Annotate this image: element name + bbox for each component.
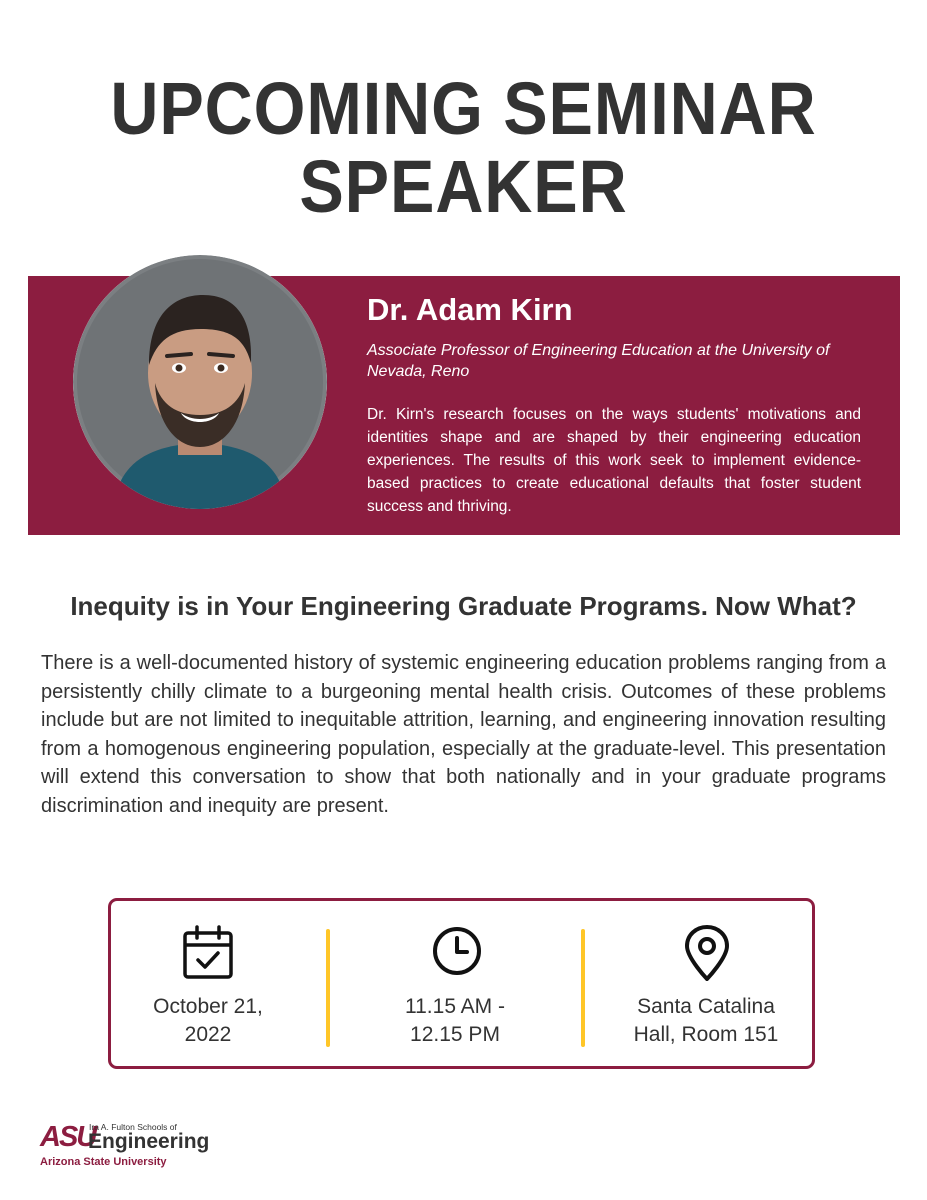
event-location-line-1: Santa Catalina [637,995,775,1018]
speaker-photo [73,255,327,509]
logo-university: Arizona State University [40,1156,167,1168]
event-date-line-2: 2022 [184,1023,232,1046]
event-location-line-2: Hall, Room 151 [633,1023,779,1046]
event-time [345,993,565,1049]
asu-engineering-logo [40,1122,230,1170]
event-date-line-1: October 21, [153,995,263,1018]
headline-line-1: UPCOMING SEMINAR [110,67,817,150]
divider-1 [326,929,330,1047]
page-headline [46,67,880,228]
logo-school-name: Ira A. Fulton Schools of [89,1122,177,1132]
event-date [98,993,318,1049]
event-location [596,993,816,1049]
headline-line-2: SPEAKER [299,145,628,228]
divider-2 [581,929,585,1047]
speaker-bio: Dr. Kirn's research focuses on the ways students' motivations and identities shape and are shaped by their engineering education experiences. The results of this work seek to implement evidence-based practices to create educational defaults that foster student success and thriving. [367,406,861,515]
speaker-name: Dr. Adam Kirn [367,292,573,327]
talk-abstract: There is a well-documented history of systemic engineering education problems ranging from a persistently chilly climate to a burgeoning mental health crisis. Outcomes of these problems include but are not limited to inequitable attrition, learning, and engineering innovation resulting from a homogenous engineering population, especially at the graduate-level. This presentation will extend this conversation to show that both nationally and in your graduate programs discrimination and inequity are present. [41,652,886,817]
map-pin-icon [681,925,733,981]
asu-logo-mark: ASU [40,1121,96,1153]
event-time-line-2: 12.15 PM [410,1023,500,1046]
calendar-check-icon [182,925,234,981]
clock-icon [431,925,483,981]
event-time-line-1: 11.15 AM - [405,995,505,1018]
speaker-title: Associate Professor of Engineering Education at the University of Nevada, Reno [367,342,830,380]
logo-engineering: Engineering [88,1130,210,1153]
talk-title: Inequity is in Your Engineering Graduate Programs. Now What? [70,591,857,621]
